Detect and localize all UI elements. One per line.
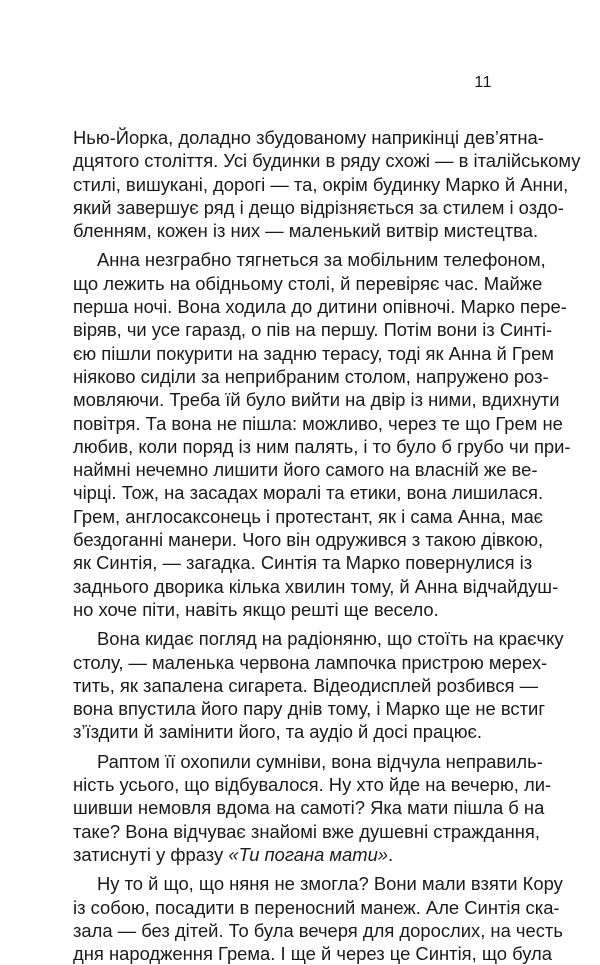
text-line: віряв, чи усе гаразд, о пів на першу. Потім вони із Синті- [73, 319, 553, 341]
text-line: Раптом її охопили сумніви, вона відчула неправиль- [97, 750, 543, 772]
text-line: таке? Вона відчуває знайомі вже душевні страждання, [73, 820, 541, 842]
text-line: єю пішли покурити на задню терасу, тоді як Анна й Грем [73, 342, 554, 364]
text-line: що лежить на обідньому столі, й перевіряє час. Майже [73, 272, 543, 294]
text-line: перша ночі. Вона ходила до дитини опівночі. Марко пере- [73, 296, 567, 318]
text-line: но хоче піти, навіть якщо решті ще весело. [73, 598, 439, 620]
text-line: бездоганні манери. Чого він одружився з такою дівкою, [73, 529, 544, 551]
text-line: шивши немовля вдома на самоті? Яка мати пішла б на [73, 797, 545, 819]
paragraph-1 [73, 126, 581, 242]
text-line: зала — без дітей. То була вечеря для дорослих, на честь [73, 919, 563, 941]
text-segment: . [388, 843, 394, 865]
text-line: Ну то й що, що няня не змогла? Вони мали взяти Кору [97, 873, 563, 895]
text-segment: затиснуті у фразу [73, 843, 229, 865]
text-line: який завершує ряд і дещо відрізняється за стилем і оздо- [73, 196, 564, 218]
text-line: чірці. Тож, на засадах моралі та етики, вона лишилася. [73, 482, 544, 504]
emphasized-phrase: «Ти погана мати» [228, 843, 389, 865]
text-line: столу, — маленька червона лампочка пристрою мерех- [73, 651, 548, 673]
text-line: повітря. Та вона не пішла: можливо, через те що Грем не [73, 412, 563, 434]
text-line: Вона кидає погляд на радіоняню, що стоїть на краєчку [97, 628, 564, 650]
text-line: Анна незграбно тягнеться за мобільним телефоном, [97, 249, 546, 271]
text-line: заднього дворика кілька хвилин тому, й Анна відчайдуш- [73, 575, 559, 597]
text-line: ніяково сиділи за неприбраним столом, напружено роз- [73, 365, 549, 387]
text-line: мовляючи. Треба їй було вийти на двір із ними, вдихнути [73, 389, 560, 411]
text-line: як Синтія, — загадка. Синтія та Марко повернулися із [73, 552, 533, 574]
text-line: бленням, кожен із них — маленький витвір мистецтва. [73, 220, 539, 242]
paragraph-2 [73, 248, 571, 621]
paragraph-4 [73, 750, 552, 866]
text-line: наймні нечемно лишити його самого на власній же ве- [73, 459, 538, 481]
page-number: 11 [474, 74, 492, 91]
text-line: стилі, вишукані, дорогі — та, окрім будинку Марко й Анни, [73, 173, 569, 195]
text-line: дня народження Грема. І ще й через це Синтія, що була [73, 943, 552, 965]
text-line: з’їздити й замінити його, та аудіо й досі працює. [73, 721, 483, 743]
text-line: любив, коли поряд із ним палять, і то було б грубо чи при- [73, 435, 571, 457]
body-text [73, 126, 581, 965]
paragraph-5 [73, 872, 563, 965]
text-line: тить, як запалена сигарета. Відеодисплей розбився — [73, 674, 538, 696]
paragraph-3 [73, 627, 564, 743]
text-line: Нью-Йорка, доладно збудованому наприкінці дев’ятна- [73, 127, 544, 148]
text-line: ність усього, що відбувалося. Ну хто йде на вечерю, ли- [73, 774, 552, 796]
text-line: дцятого століття. Усі будинки в ряду схожі — в італійському [73, 150, 581, 172]
text-line: Грем, англосаксонець і протестант, як і сама Анна, має [73, 505, 544, 527]
text-line: із собою, посадити в переносний манеж. Але Синтія ска- [73, 896, 560, 918]
text-line: вона впустила його пару днів тому, і Марко ще не встиг [73, 698, 546, 720]
text-line-with-emphasis [73, 843, 505, 866]
